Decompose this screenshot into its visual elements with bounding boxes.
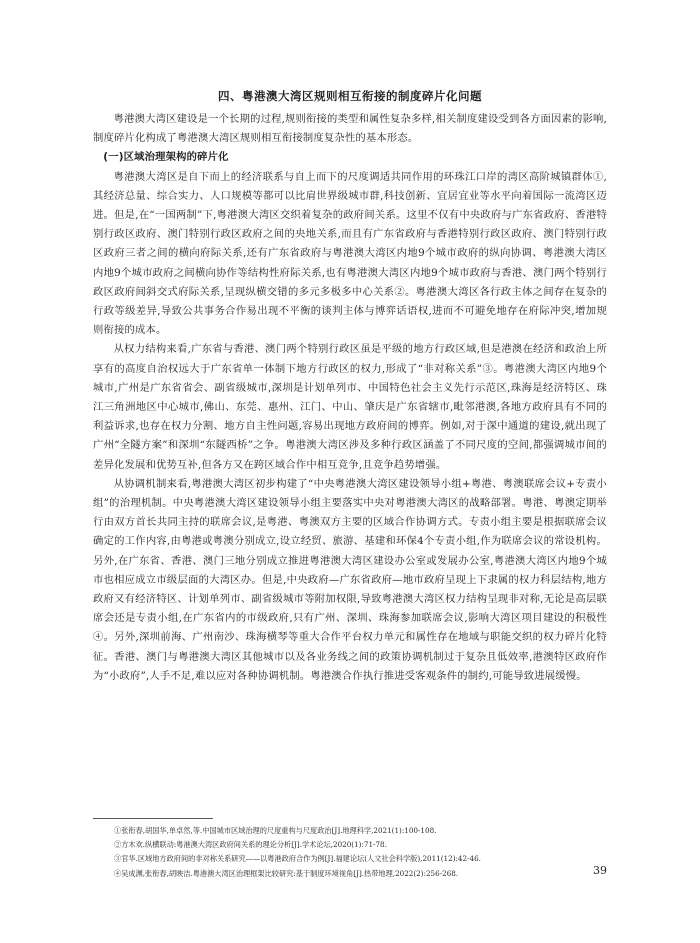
subsection-heading: (一)区域治理架构的碎片化 xyxy=(103,151,229,164)
paragraph-coordination: 从协调机制来看,粤港澳大湾区初步构建了“中央粤港澳大湾区建设领导小组+粤港、粤澳联席会议+专责小组”的治理机制。中央粤港澳大湾区建设领导小组主要落实中央对粤港澳大湾区的战略部署。粤港、粤澳定期举行由双方首长共同主持的联席会议,是粤港、粤澳双方主要的区域合作协调方式。专责小组主要是根据联席会议确定的工作内容,由粤港或粤澳分别成立,设立经贸、旅游、基建和环保4个专责小组,作为联席会议的常设机构。另外,在广东省、香港、澳门三地分别成立推进粤港澳大湾区建设办公室或发展办公室,粤港澳大湾区内地9个城市也相应成立市级层面的大湾区办。但是,中央政府—广东省政府—地市政府呈现上下隶属的权力科层结构,地方政府又有经济特区、计划单列市、副省级城市等附加权限,导致粤港澳大湾区权力结构呈现非对称,无论是高层联席会还是专责小组,在广东省内的市级政府,只有广州、深圳、珠海参加联席会议,影响大湾区项目建设的积极性④。另外,深圳前海、广州南沙、珠海横琴等重大合作平台权力单元和属性存在地域与职能交织的权力碎片化特征。香港、澳门与粤港澳大湾区其他城市以及各业务线之间的政策协调机制过于复杂且低效率,港澳特区政府作为“小政府”,人手不足,难以应对各种协调机制。粤港澳合作执行推进受客观条件的制约,可能导致进展缓慢。 xyxy=(93,477,607,682)
page-number: 39 xyxy=(593,864,607,877)
footnote-1: ①张衔春,胡国华,单卓然,等.中国城市区域治理的尺度重构与尺度政治[J].地理科学,2021(1):100-108. xyxy=(114,826,437,835)
footnotes xyxy=(114,824,604,881)
paragraph-power-structure: 从权力结构来看,广东省与香港、澳门两个特别行政区虽是平级的地方行政区域,但是港澳在经济和政治上所享有的高度自治权远大于广东省单一体制下地方行政区的权力,形成了“非对称关系”③。粤港澳大湾区内地9个城市,广州是广东省省会、副省级城市,深圳是计划单列市、中国特色社会主义先行示范区,珠海是经济特区、珠江三角洲地区中心城市,佛山、东莞、惠州、江门、中山、肇庆是广东省辖市,毗邻港澳,各地方政府具有不同的利益诉求,也存在权力分割、地方自主性问题,容易出现地方政府间的博弈。例如,对于深中通道的建设,就出现了广州“全隧方案”和深圳“东隧西桥”之争。粤港澳大湾区涉及多种行政区涵盖了不同尺度的空间,都强调城市间的差异化发展和优势互补,但各方又在跨区域合作中相互竞争,且竞争趋势增强。 xyxy=(93,343,607,471)
paragraph-intro: 粤港澳大湾区建设是一个长期的过程,规则衔接的类型和属性复杂多样,相关制度建设受到各方面因素的影响,制度碎片化构成了粤港澳大湾区规则相互衔接制度复杂性的基本形态。 xyxy=(93,113,607,145)
footnote-2: ②方木欢.纵横联动:粤港澳大湾区政府间关系的理论分析[J].学术论坛,2020(1):71-78. xyxy=(114,840,387,850)
paragraph-governance: 粤港澳大湾区是自下而上的经济联系与自上而下的尺度调适共同作用的环珠江口岸的湾区高阶城镇群体①,其经济总量、综合实力、人口规模等都可以比肩世界级城市群,科技创新、宜居宜业等水平向着国际一流湾区迈进。但是,在“一国两制”下,粤港澳大湾区交织着复杂的政府间关系。这里不仅有中央政府与广东省政府、香港特别行政区政府、澳门特别行政区政府之间的央地关系,而且有广东省政府与香港特别行政区政府、澳门特别行政区政府三者之间的横向府际关系,还有广东省政府与粤港澳大湾区内地9个城市政府的纵向协调、粤港澳大湾区内地9个城市政府之间横向协作等结构性府际关系,也有粤港澳大湾区内地9个城市政府与香港、澳门两个特别行政区政府间斜交式府际关系,呈现纵横交错的多元多极多中心关系②。粤港澳大湾区各行政主体之间存在复杂的行政等级差异,导致公共事务合作易出现不平衡的谈判主体与博弈话语权,进而不可避免地存在府际冲突,增加规则衔接的成本。 xyxy=(93,170,607,337)
footnote-4: ④吴成渊,张衔春,胡映洁.粤港澳大湾区治理框架比较研究:基于制度环境视角[J].热带地理,2022(2):256-268. xyxy=(114,868,459,878)
footnote-divider xyxy=(93,818,213,819)
body-text xyxy=(93,110,607,686)
section-heading: 四、粤港澳大湾区规则相互衔接的制度碎片化问题 xyxy=(218,89,482,103)
footnote-3: ③官华.区域地方政府间的非对称关系研究——以粤港政府合作为例[J].福建论坛(人文社会科学版),2011(12):42-46. xyxy=(114,854,481,864)
